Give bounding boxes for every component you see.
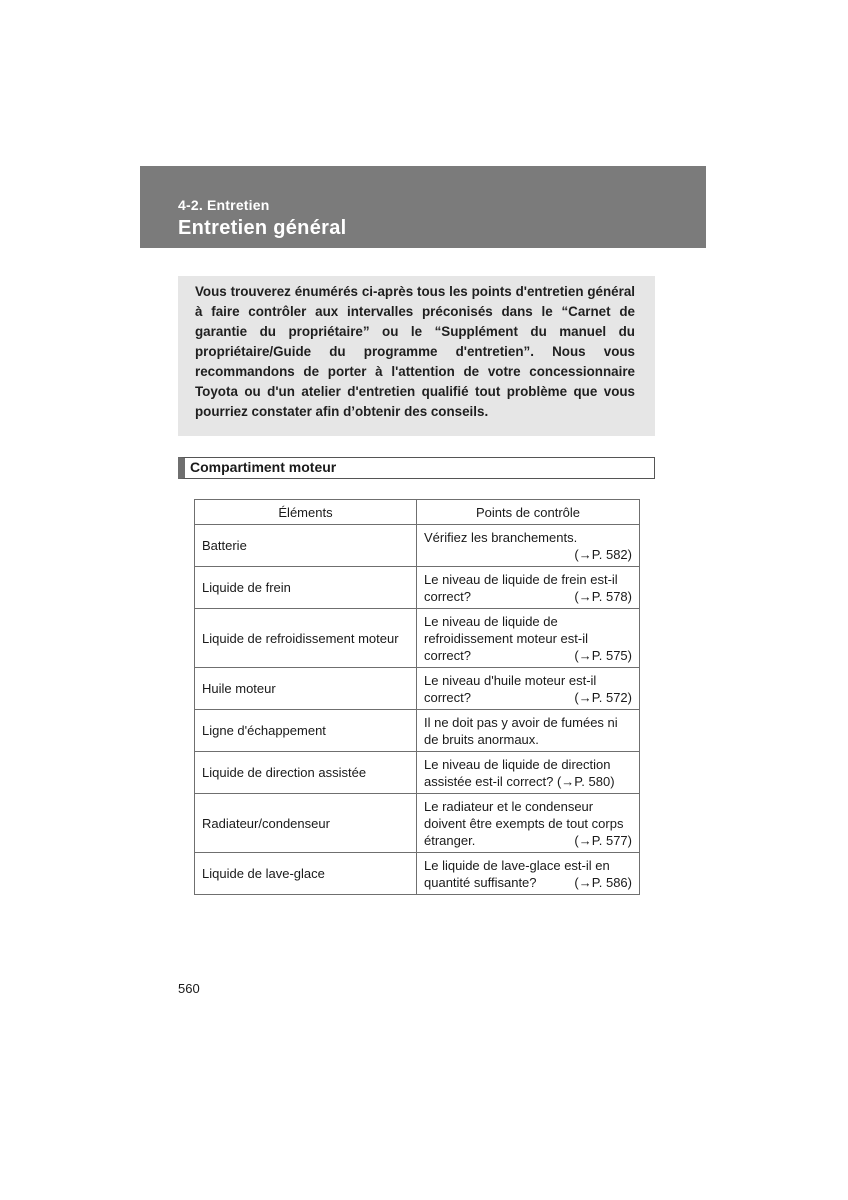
section-label: 4-2. Entretien: [178, 197, 270, 213]
table-row: [195, 668, 640, 710]
check-cell: [417, 710, 640, 752]
page-reference: (→P. 578): [574, 588, 632, 604]
check-cell: [417, 752, 640, 794]
page-reference: (→P. 580): [556, 773, 615, 789]
column-header-checks: Points de contrôle: [417, 500, 640, 525]
item-cell: Liquide de frein: [195, 567, 417, 609]
chapter-header: [140, 166, 706, 248]
check-text: Le liquide de lave-glace est-il en quantité suffisante?: [424, 857, 610, 890]
subsection-header: [178, 457, 655, 479]
check-cell: [417, 567, 640, 609]
check-cell: [417, 668, 640, 710]
page-reference: (→P. 575): [574, 647, 632, 663]
check-cell: [417, 794, 640, 853]
item-cell: Ligne d'échappement: [195, 710, 417, 752]
item-cell: Radiateur/condenseur: [195, 794, 417, 853]
table-row: [195, 525, 640, 567]
check-text: Il ne doit pas y avoir de fumées ni de bruits anormaux.: [424, 714, 618, 747]
page-reference: (→P. 577): [574, 832, 632, 848]
table-row: [195, 609, 640, 668]
intro-text: Vous trouverez énumérés ci-après tous les points d'entretien général à faire contrôler aux intervalles préconisés dans le “Carnet de garantie du propriétaire” ou le “Supplément du manuel du propriétaire/Guide du programme d'entretien”. Nous vous recommandons de porter à l'attention de votre concessionnaire Toyota ou d'un atelier d'entretien qualifié tout problème que vous pourriez constater afin d’obtenir des conseils.: [195, 284, 635, 419]
page-number: 560: [178, 981, 200, 996]
table-row: [195, 567, 640, 609]
item-cell: Huile moteur: [195, 668, 417, 710]
table-row: [195, 794, 640, 853]
check-text: Le niveau de liquide de frein est-il correct?: [424, 571, 618, 604]
check-text: Le niveau de liquide de refroidissement moteur est-il correct?: [424, 613, 588, 663]
check-text: Le radiateur et le condenseur doivent être exempts de tout corps étranger.: [424, 798, 624, 848]
subsection-title: Compartiment moteur: [190, 459, 337, 475]
table-header-row: [195, 500, 640, 525]
page-reference: (→P. 572): [574, 689, 632, 705]
table-row: [195, 710, 640, 752]
page-title: Entretien général: [178, 217, 347, 239]
page-reference: (→P. 586): [574, 874, 632, 890]
check-text: Vérifiez les branchements.: [424, 529, 578, 545]
check-cell: [417, 609, 640, 668]
item-cell: Batterie: [195, 525, 417, 567]
item-cell: Liquide de refroidissement moteur: [195, 609, 417, 668]
maintenance-table: [194, 499, 640, 895]
intro-box: [178, 276, 655, 436]
page-reference: (→P. 582): [574, 546, 632, 562]
check-text: Le niveau d'huile moteur est-il correct?: [424, 672, 597, 705]
item-cell: Liquide de lave-glace: [195, 853, 417, 895]
check-text: Le niveau de liquide de direction assistée est-il correct?: [424, 756, 611, 789]
check-cell: [417, 525, 640, 567]
item-cell: Liquide de direction assistée: [195, 752, 417, 794]
table-row: [195, 752, 640, 794]
column-header-items: Éléments: [195, 500, 417, 525]
check-cell: [417, 853, 640, 895]
table-row: [195, 853, 640, 895]
